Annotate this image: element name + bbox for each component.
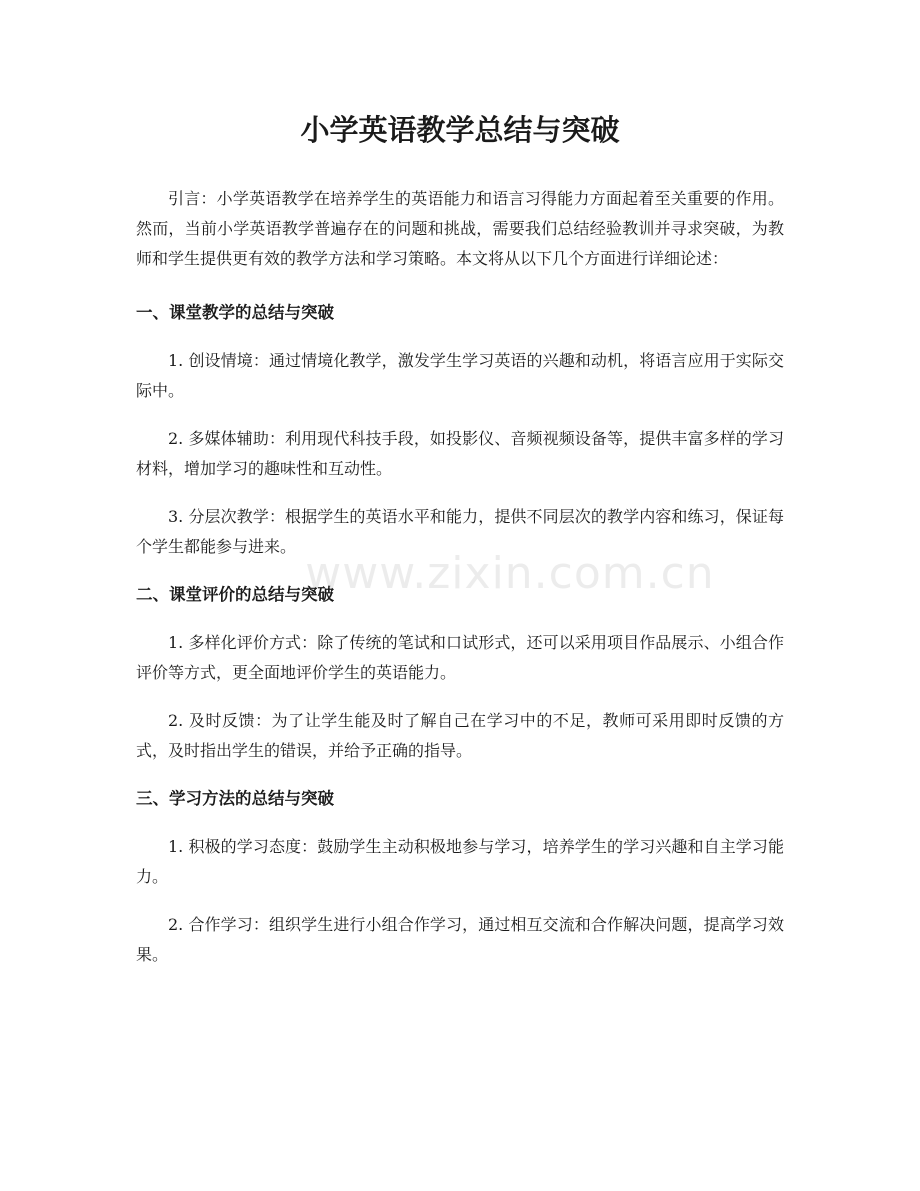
section-2-item-2: 2. 及时反馈：为了让学生能及时了解自己在学习中的不足，教师可采用即时反馈的方式，及时指出学生的错误，并给予正确的指导。 (136, 711, 784, 760)
section-2-item-1: 1. 多样化评价方式：除了传统的笔试和口试形式，还可以采用项目作品展示、小组合作评价等方式，更全面地评价学生的英语能力。 (136, 633, 784, 682)
section-heading-learning-methods: 三、学习方法的总结与突破 (136, 789, 334, 808)
section-heading-classroom-teaching: 一、课堂教学的总结与突破 (136, 303, 334, 322)
document-body (136, 184, 784, 988)
section-1-item-2: 2. 多媒体辅助：利用现代科技手段，如投影仪、音频视频设备等，提供丰富多样的学习材料，增加学习的趣味性和互动性。 (136, 429, 784, 478)
section-1-item-3: 3. 分层次教学：根据学生的英语水平和能力，提供不同层次的教学内容和练习，保证每个学生都能参与进来。 (136, 507, 784, 556)
watermark: www.zixin.com.cn (305, 548, 715, 599)
section-3-item-1: 1. 积极的学习态度：鼓励学生主动积极地参与学习，培养学生的学习兴趣和自主学习能力。 (136, 837, 784, 886)
section-3-item-2: 2. 合作学习：组织学生进行小组合作学习，通过相互交流和合作解决问题，提高学习效果。 (136, 915, 784, 964)
document-title: 小学英语教学总结与突破 (300, 113, 620, 147)
intro-paragraph: 引言：小学英语教学在培养学生的英语能力和语言习得能力方面起着至关重要的作用。然而，当前小学英语教学普遍存在的问题和挑战，需要我们总结经验教训并寻求突破，为教师和学生提供更有效的教学方法和学习策略。本文将从以下几个方面进行详细论述： (136, 189, 784, 268)
section-heading-classroom-evaluation: 二、课堂评价的总结与突破 (136, 585, 334, 604)
section-1-item-1: 1. 创设情境：通过情境化教学，激发学生学习英语的兴趣和动机，将语言应用于实际交际中。 (136, 351, 784, 400)
